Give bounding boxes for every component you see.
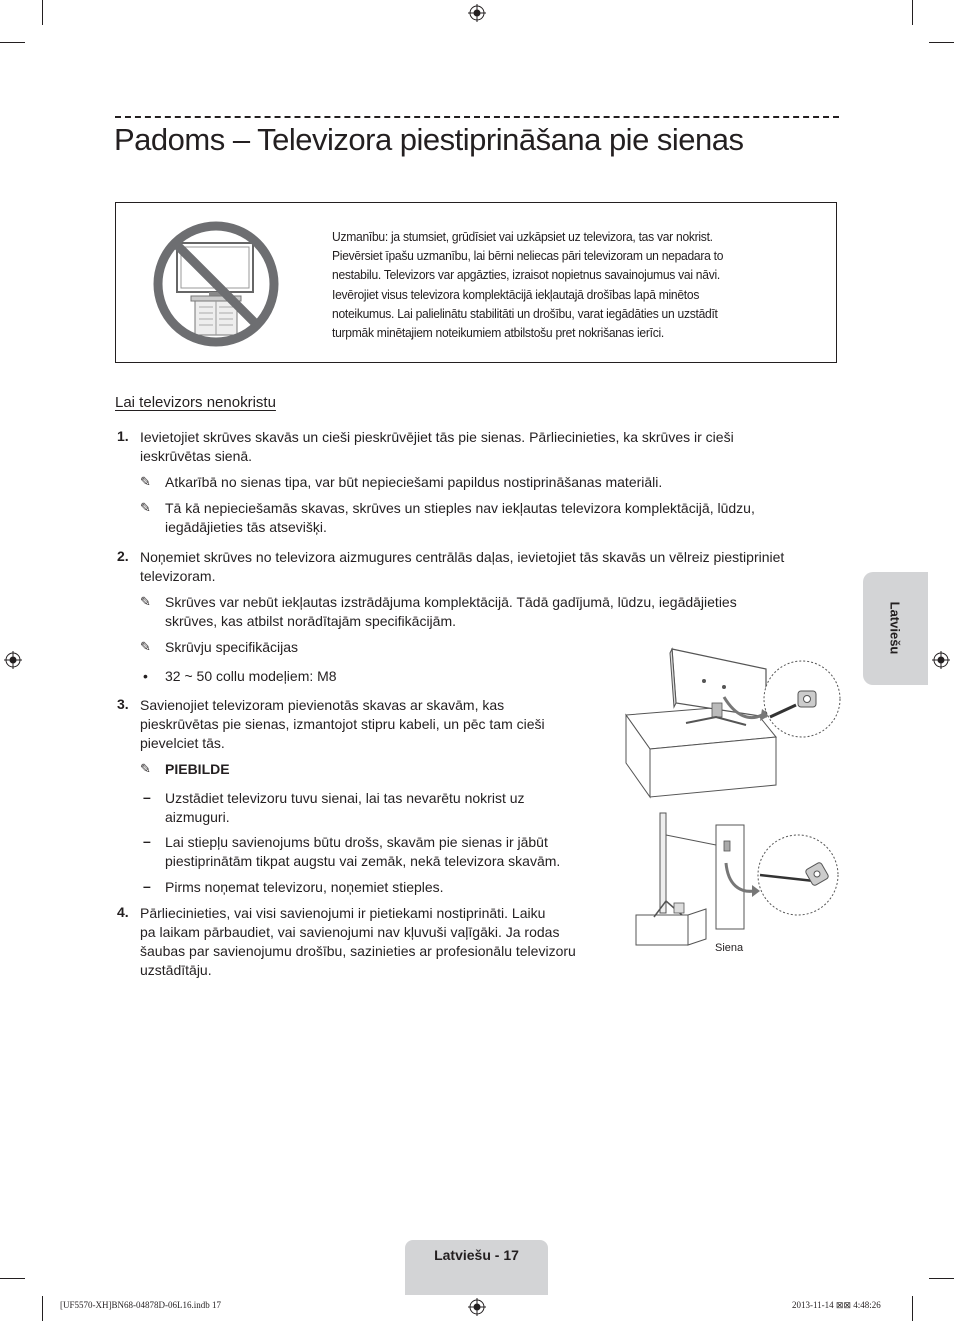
pencil-note-icon: ✎ [140,474,151,489]
pencil-note-icon: ✎ [140,639,151,654]
page-title: Padoms – Televizora piestiprināšana pie sienas [114,122,744,157]
pencil-note-icon: ✎ [140,761,151,776]
crop-mark [0,1278,25,1279]
dash-line: Uzstādiet televizoru tuvu sienai, lai tas nevarētu nokrist uz [165,790,525,806]
bullet-mark: • [143,668,148,684]
note-label: PIEBILDE [165,761,230,777]
dash-line: Pirms noņemat televizoru, noņemiet stieples. [165,879,444,895]
step-4-text [140,904,576,980]
note-line: iegādājieties tās atsevišķi. [165,519,327,535]
registration-mark-icon [4,651,22,669]
note-line: Atkarībā no sienas tipa, var būt nepieciešami papildus nostiprināšanas materiāli. [165,474,663,490]
step-number: 4. [117,904,129,920]
step-line: pieskrūvētas pie sienas, izmantojot stipru kabeli, un pēc tam cieši [140,716,545,732]
dash-item-2 [165,833,560,871]
crop-mark [912,0,913,25]
dash-line: aizmuguri. [165,809,230,825]
crop-mark [929,42,954,43]
caution-line: Pievērsiet īpašu uzmanību, lai bērni neliecas pāri televizoram un nepadara to [332,248,724,264]
title-rule [115,116,839,118]
caution-line: Uzmanību: ja stumsiet, grūdīsiet vai uzkāpsiet uz televizora, tas var nokrist. [332,229,713,244]
dash-line: Lai stiepļu savienojums būtu drošs, skavām pie sienas ir jābūt [165,834,548,850]
screw-spec-bullet: 32 ~ 50 collu modeļiem: M8 [165,668,337,684]
wall-label: Siena [715,942,744,954]
step-line: pa laikam pārbaudiet, vai savienojumi nav kļuvuši vaļīgāki. Ja rodas [140,924,560,940]
step-number: 2. [117,548,129,564]
step-line: Pārliecinieties, vai visi savienojumi ir pietiekami nostiprināti. Laiku [140,905,546,921]
step-2-note-2: Skrūvju specifikācijas [165,639,299,655]
pencil-note-icon: ✎ [140,500,151,515]
side-tab-label: Latviešu [887,601,903,655]
page-number-tab [405,1240,548,1295]
caution-line: Ievērojiet visus televizora komplektācijā iekļautajā drošības lapā minētos [332,286,700,302]
step-line: ieskrūvētas sienā. [140,448,253,464]
step-line: Noņemiet skrūves no televizora aizmugures centrālās daļas, ievietojiet tās skavās un vēlreiz piestipriniet [140,549,785,565]
crop-mark [912,1296,913,1321]
caution-box [115,202,837,363]
step-line: šaubas par savienojumu drošību, sazinieties ar profesionālu televizoru [140,943,576,959]
pencil-note-icon: ✎ [140,594,151,609]
dash-mark: – [143,878,151,894]
dash-item-3 [165,878,444,897]
step-number: 1. [117,428,129,444]
crop-mark [0,42,25,43]
step-line: Savienojiet televizoram pievienotās skavas ar skavām, kas [140,697,505,713]
dash-item-1 [165,789,525,827]
registration-mark-icon [468,4,486,22]
wall-cable-illustration [630,805,845,955]
dash-line: piestiprinātām tikpat augstu vai zemāk, nekā televizora skavām. [165,853,561,869]
step-3-text [140,696,545,753]
registration-mark-icon [468,1298,486,1316]
note-line: skrūves, kas atbilst norādītajām specifikācijām. [165,613,456,629]
registration-mark-icon [932,651,950,669]
step-line: televizoram. [140,568,216,584]
tv-bracket-illustration [620,645,845,805]
dash-mark: – [143,833,151,849]
caution-text [332,227,760,342]
step-number: 3. [117,696,129,712]
step-line: uzstādītāju. [140,962,212,978]
crop-mark [929,1278,954,1279]
crop-mark [42,1296,43,1321]
step-line: Ievietojiet skrūves skavās un cieši pieskrūvējiet tās pie sienas. Pārliecinieties, ka skrūves ir cieši [140,429,734,445]
no-climbing-tv-icon [151,219,281,349]
section-heading: Lai televizors nenokristu [115,394,276,411]
print-date-info: 2013-11-14 ⊠⊠ 4:48:26 [792,1300,881,1310]
step-2-text [140,548,784,586]
step-line: pievelciet tās. [140,735,225,751]
caution-line: nestabilu. Televizors var apgāzties, izraisot nopietnus savainojumus vai nāvi. [332,267,720,283]
step-1-text [140,428,734,466]
caution-line: noteikumus. Lai palielinātu stabilitāti un drošību, varat iegādāties un uzstādīt [332,305,718,321]
language-side-tab [863,572,928,685]
step-1-note-2 [165,499,755,537]
crop-mark [42,0,43,25]
print-file-info: [UF5570-XH]BN68-04878D-06L16.indb 17 [60,1300,221,1310]
caution-line: turpmāk minētajiem noteikumiem atbilstošu pret nokrišanas ierīci. [332,325,664,341]
step-1-note-1 [165,473,662,492]
dash-mark: – [143,789,151,805]
step-2-note-1 [165,593,737,631]
note-line: Tā kā nepieciešamās skavas, skrūves un stieples nav iekļautas televizora komplektācijā, lūdzu, [165,500,755,516]
page-number-label: Latviešu - 17 [434,1247,519,1263]
note-line: Skrūves var nebūt iekļautas izstrādājuma komplektācijā. Tādā gadījumā, lūdzu, iegādājieties [165,594,737,610]
